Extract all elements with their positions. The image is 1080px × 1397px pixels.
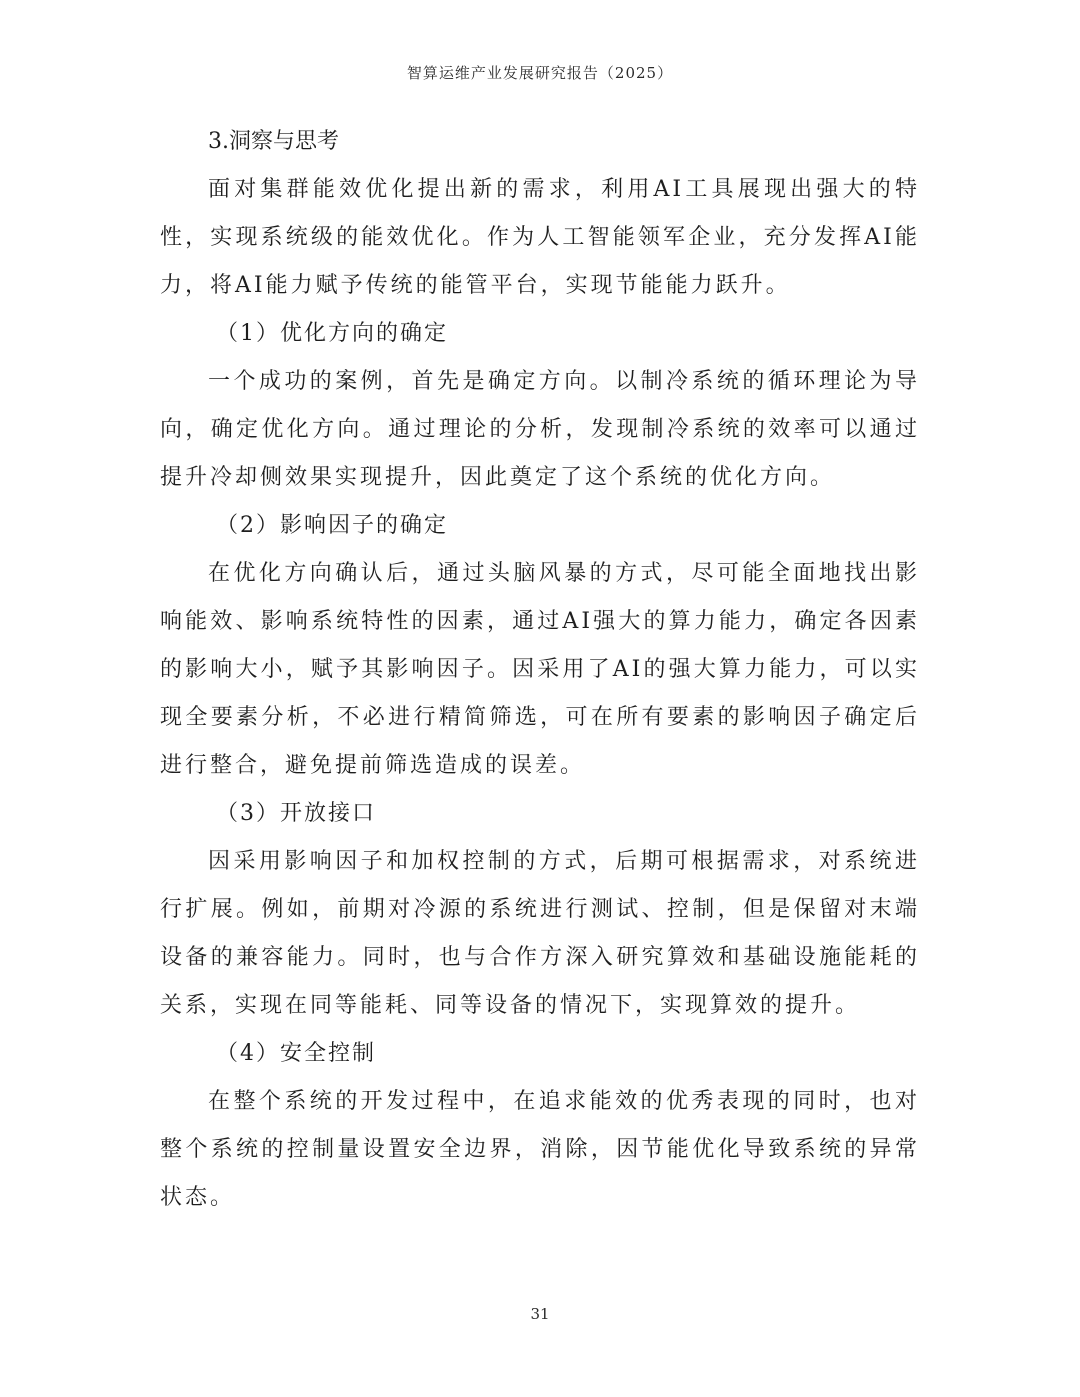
subsection-title-3: （3）开放接口 xyxy=(216,801,376,826)
subsection-title-1: （1）优化方向的确定 xyxy=(216,321,448,346)
intro-paragraph: 面对集群能效优化提出新的需求，利用AI工具展现出强大的特性，实现系统级的能效优化。作为人工智能领军企业，充分发挥AI能力，将AI能力赋予传统的能管平台，实现节能能力跃升。 xyxy=(160,177,920,298)
subsection-paragraph-4: 在整个系统的开发过程中，在追求能效的优秀表现的同时，也对整个系统的控制量设置安全边界，消除，因节能优化导致系统的异常状态。 xyxy=(160,1089,920,1210)
subsection-title-4: （4）安全控制 xyxy=(216,1041,376,1066)
running-header: 智算运维产业发展研究报告（2025） xyxy=(406,64,674,82)
subsection-paragraph-2: 在优化方向确认后，通过头脑风暴的方式，尽可能全面地找出影响能效、影响系统特性的因素，通过AI强大的算力能力，确定各因素的影响大小，赋予其影响因子。因采用了AI的强大算力能力，可以实现全要素分析，不必进行精简筛选，可在所有要素的影响因子确定后进行整合，避免提前筛选造成的误差。 xyxy=(160,561,920,778)
page-content xyxy=(160,118,920,1222)
section-heading: 3.洞察与思考 xyxy=(208,129,339,154)
subsection-paragraph-1: 一个成功的案例，首先是确定方向。以制冷系统的循环理论为导向，确定优化方向。通过理论的分析，发现制冷系统的效率可以通过提升冷却侧效果实现提升，因此奠定了这个系统的优化方向。 xyxy=(160,369,920,490)
subsection-title-2: （2）影响因子的确定 xyxy=(216,513,448,538)
subsection-paragraph-3: 因采用影响因子和加权控制的方式，后期可根据需求，对系统进行扩展。例如，前期对冷源的系统进行测试、控制，但是保留对末端设备的兼容能力。同时，也与合作方深入研究算效和基础设施能耗的关系，实现在同等能耗、同等设备的情况下，实现算效的提升。 xyxy=(160,849,920,1018)
page-number: 31 xyxy=(530,1305,550,1323)
